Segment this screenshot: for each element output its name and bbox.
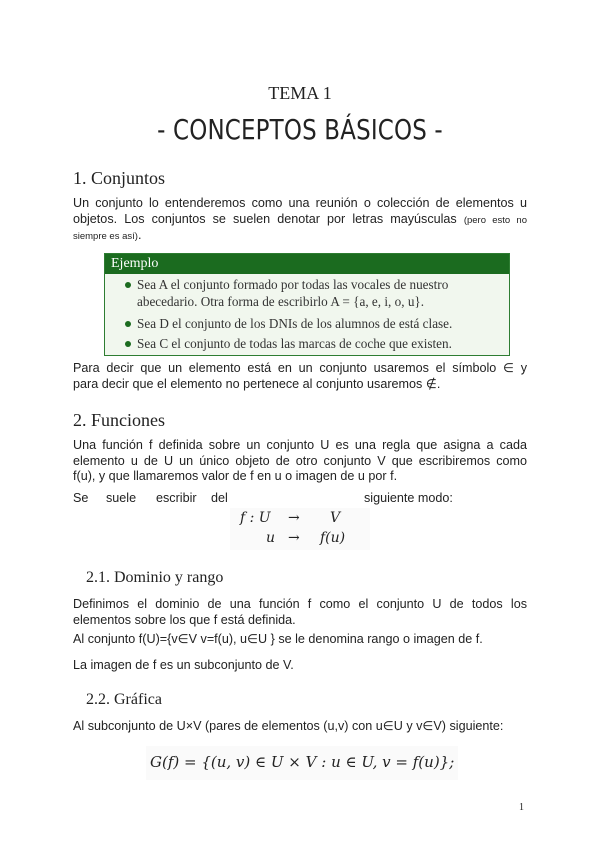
section-1-heading: 1. Conjuntos bbox=[73, 168, 166, 188]
bullet-icon bbox=[125, 282, 131, 288]
map-r2-c3: f(u) bbox=[320, 530, 346, 546]
example-item-2: Sea D el conjunto de los DNIs de los alumnos de está clase. bbox=[137, 316, 453, 331]
s2-p2-word-5: siguiente modo: bbox=[364, 491, 453, 505]
s21-p1-line-1: Definimos el dominio de una función f como el conjunto U de todos los bbox=[73, 597, 527, 611]
s2-p2-word-4: del bbox=[211, 491, 228, 505]
s21-p1-line-2: elementos sobre los que f está definida. bbox=[73, 612, 296, 627]
s1-p2-line-2: para decir que el elemento no pertenece al conjunto usaremos ∉. bbox=[73, 376, 441, 391]
section-2-2-heading: 2.2. Gráfica bbox=[86, 691, 162, 708]
s2-p2-word-3: escribir bbox=[156, 491, 197, 505]
s2-p1-line-2: elemento u de U un único objeto de otro conjunto V que escribiremos como bbox=[73, 453, 527, 468]
section-1-paragraph-1 bbox=[73, 196, 527, 245]
s1-p1-end: . bbox=[137, 228, 142, 242]
example-item-1-line-1: Sea A el conjunto formado por todas las vocales de nuestro bbox=[137, 277, 449, 292]
page-number: 1 bbox=[519, 802, 524, 813]
s1-p1-note-b: siempre es así) bbox=[73, 231, 138, 242]
section-2-1-paragraph-2: Al conjunto f(U)={v∈V v=f(u), u∈U } se le denomina rango o imagen de f. bbox=[73, 632, 483, 646]
map-r1-c2: → bbox=[288, 510, 300, 526]
s1-p1-line-1: Un conjunto lo entenderemos como una reunión o colección de elementos u bbox=[73, 196, 527, 210]
section-2-1-paragraph-1 bbox=[73, 597, 527, 628]
example-item-3: Sea C el conjunto de todas las marcas de coche que existen. bbox=[137, 336, 452, 351]
section-1-paragraph-2 bbox=[73, 361, 527, 392]
section-2-2-paragraph-1: Al subconjunto de U×V (pares de elementos (u,v) con u∈U y v∈V) siguiente: bbox=[73, 719, 504, 733]
s2-p2-word-1: Se bbox=[73, 491, 89, 505]
map-r1-c3: V bbox=[330, 510, 341, 526]
map-r1-c1: f : U bbox=[240, 510, 271, 526]
tema-label: TEMA 1 bbox=[268, 83, 332, 103]
s1-p1-note-a: (pero esto no bbox=[463, 214, 528, 226]
s1-p1-line-2 bbox=[73, 212, 527, 229]
s1-p1-line-2-text: objetos. Los conjuntos se suelen denotar por letras mayúsculas bbox=[73, 211, 457, 226]
graph-formula: G(f) = {(u, v) ∈ U × V : u ∈ U, v = f(u)}; bbox=[150, 753, 455, 771]
bullet-icon bbox=[125, 321, 131, 327]
section-2-paragraph-1 bbox=[73, 438, 527, 485]
bullet-icon bbox=[125, 341, 131, 347]
s2-p2-word-2: suele bbox=[106, 491, 137, 505]
s1-p2-line-1: Para decir que un elemento está en un conjunto usaremos el símbolo ∈ y bbox=[73, 361, 527, 375]
section-2-heading: 2. Funciones bbox=[73, 410, 165, 430]
map-r2-c2: → bbox=[288, 530, 300, 546]
map-r2-c1: u bbox=[266, 530, 276, 546]
section-2-1-paragraph-3: La imagen de f es un subconjunto de V. bbox=[73, 658, 294, 672]
example-box bbox=[104, 253, 510, 356]
section-2-1-heading: 2.1. Dominio y rango bbox=[86, 569, 224, 586]
s1-p1-line-3 bbox=[73, 228, 527, 245]
example-header: Ejemplo bbox=[105, 254, 509, 274]
example-item-1-line-2: abecedario. Otra forma de escribirlo A = {a, e, i, o, u}. bbox=[137, 294, 425, 309]
s2-p1-line-1: Una función f definida sobre un conjunto U es una regla que asigna a cada bbox=[73, 438, 527, 452]
section-2-paragraph-2 bbox=[73, 491, 527, 507]
graph-formula-box bbox=[146, 746, 458, 780]
function-mapping bbox=[230, 508, 370, 550]
s2-p1-line-3: f(u), y que llamaremos valor de f en u o imagen de u por f. bbox=[73, 469, 398, 483]
page-title: - CONCEPTOS BÁSICOS - bbox=[157, 113, 443, 146]
